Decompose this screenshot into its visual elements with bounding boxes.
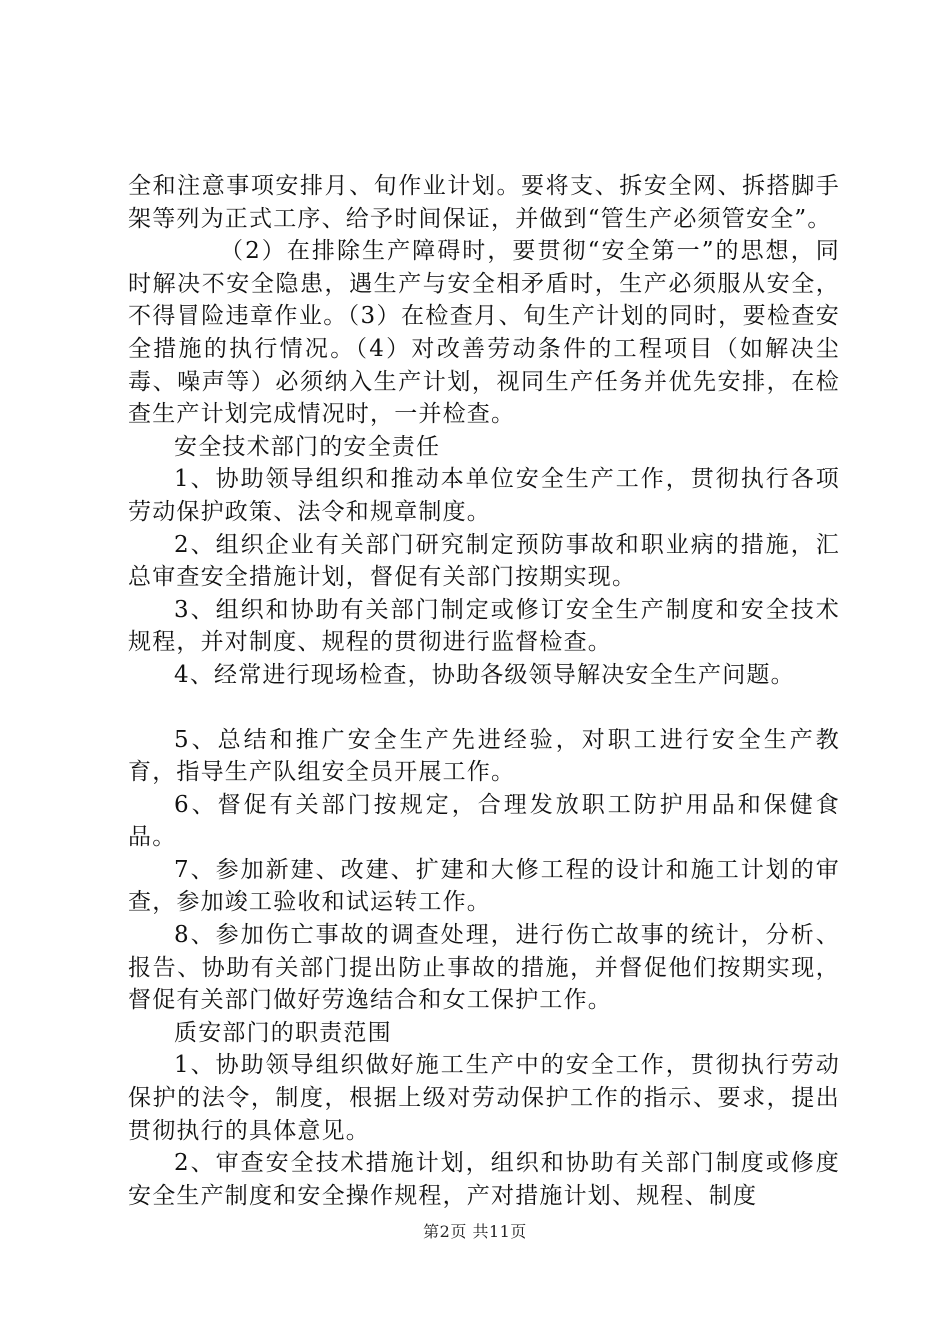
paragraph-continuation: 全和注意事项安排月、旬作业计划。要将支、拆安全网、拆搭脚手架等列为正式工序、给予时间保证，并做到“管生产必须管安全”。 xyxy=(128,173,840,232)
qs-list-item-1: 1、协助领导组织做好施工生产中的安全工作，贯彻执行劳动保护的法令，制度，根据上级对劳动保护工作的指示、要求，提出贯彻执行的具体意见。 xyxy=(128,1052,840,1144)
list-item-5: 5、总结和推广安全生产先进经验，对职工进行安全生产教育，指导生产队组安全员开展工作。 xyxy=(128,726,840,786)
qs-list-item-2: 2、审查安全技术措施计划，组织和协助有关部门制度或修度安全生产制度和安全操作规程，产对措施计划、规程、制度 xyxy=(128,1150,840,1209)
list-item-8: 8、参加伤亡事故的调查处理，进行伤亡故事的统计，分析、报告、协助有关部门提出防止事故的措施，并督促他们按期实现，督促有关部门做好劳逸结合和女工保护工作。 xyxy=(128,922,840,1014)
paragraph-production-obstacles: （2）在排除生产障碍时，要贯彻“安全第一”的思想，同时解决不安全隐患，遇生产与安全相矛盾时，生产必须服从安全，不得冒险违章作业。（3）在检查月、旬生产计划的同时，要检查安全措施的执行情况。（4）对改善劳动条件的工程项目（如解决尘毒、噪声等）必须纳入生产计划，视同生产任务并优先安排，在检查生产计划完成情况时，一并检查。 xyxy=(128,238,840,428)
list-item-2: 2、组织企业有关部门研究制定预防事故和职业病的措施，汇总审查安全措施计划，督促有关部门按期实现。 xyxy=(128,531,840,591)
section-heading-quality-safety-dept: 质安部门的职责范围 xyxy=(174,1019,392,1046)
list-item-1: 1、协助领导组织和推动本单位安全生产工作，贯彻执行各项劳动保护政策、法令和规章制度。 xyxy=(128,466,840,525)
document-body xyxy=(128,170,840,1212)
list-item-4: 4、经常进行现场检查，协助各级领导解决安全生产问题。 xyxy=(174,661,795,688)
section-heading-safety-tech-dept: 安全技术部门的安全责任 xyxy=(174,433,441,460)
page-number-footer: 第2页 共11页 xyxy=(423,1222,527,1241)
list-item-7: 7、参加新建、改建、扩建和大修工程的设计和施工计划的审查，参加竣工验收和试运转工作。 xyxy=(128,856,840,916)
list-item-3: 3、组织和协助有关部门制定或修订安全生产制度和安全技术规程，并对制度、规程的贯彻进行监督检查。 xyxy=(128,596,840,656)
list-item-6: 6、督促有关部门按规定，合理发放职工防护用品和保健食品。 xyxy=(128,791,840,851)
